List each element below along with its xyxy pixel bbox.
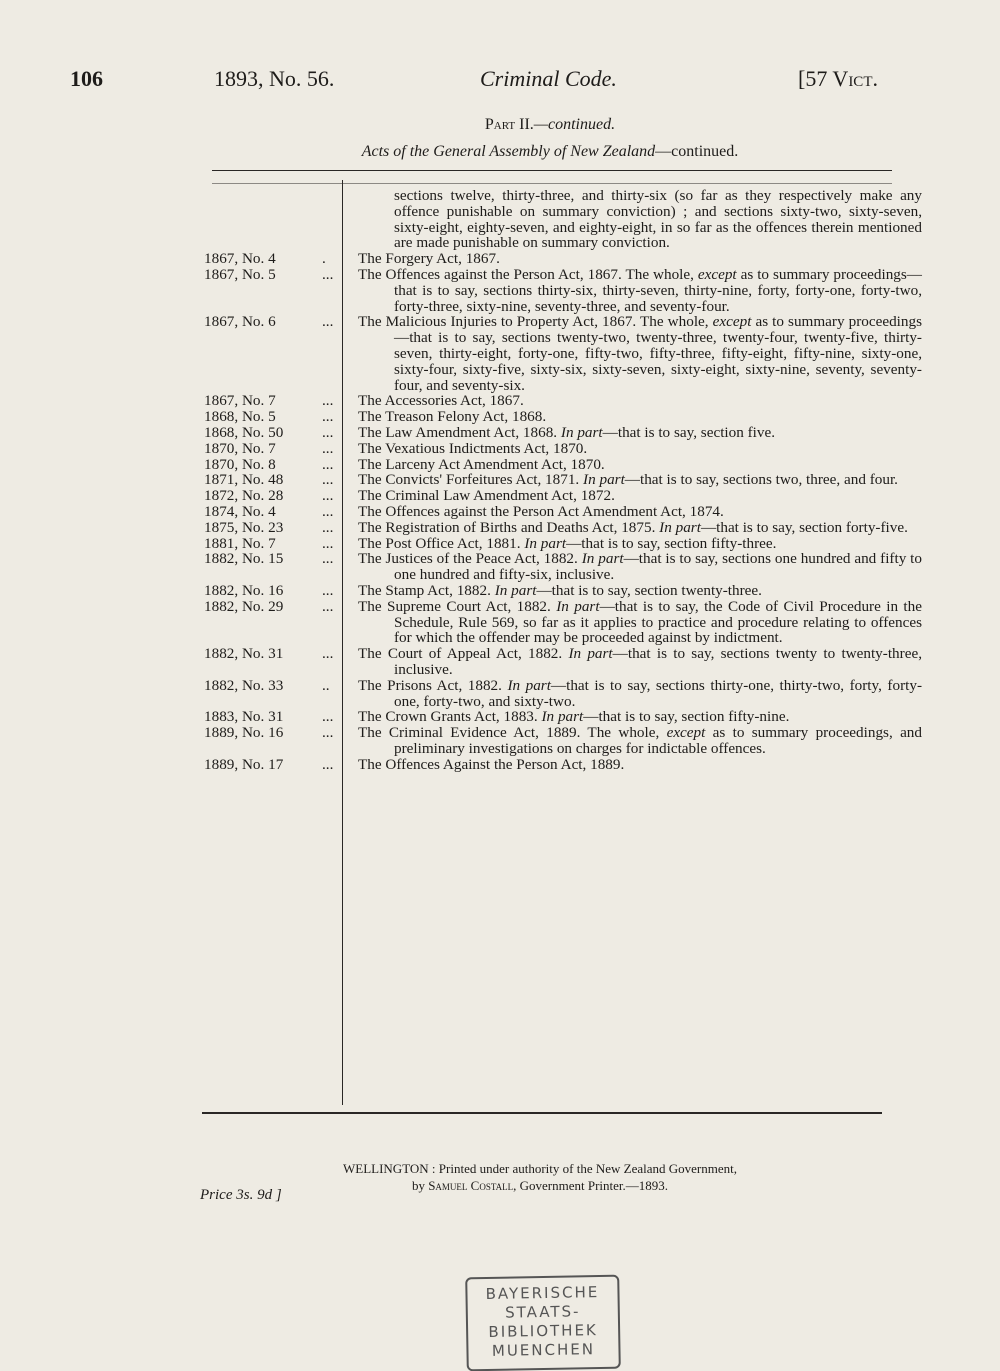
act-year-number	[204, 725, 344, 741]
table-row	[0, 599, 1000, 646]
act-year-text: 1867, No. 4	[204, 250, 276, 268]
table-row	[0, 457, 1000, 473]
continuation-text: sections twelve, thirty-three, and thirty-six (so far as they respectively make any offence punishable on summary conviction) ; and sections sixty-two, sixty-seven, sixty-eight, eighty-seven, and eighty-eight, in so far as the offences therein mentioned are made punishable on summary conviction.	[394, 187, 922, 252]
act-year-text: 1870, No. 8	[204, 455, 276, 473]
table-row	[0, 251, 1000, 267]
act-extent: —that is to say, section forty-five.	[700, 518, 908, 536]
table-row	[0, 725, 1000, 757]
act-year-text: 1889, No. 17	[204, 755, 284, 773]
act-year-number	[204, 251, 344, 267]
act-qualifier: except	[697, 265, 737, 283]
act-title: The Supreme Court Act, 1882.	[358, 597, 557, 615]
leader-dots: ...	[322, 724, 334, 742]
table-row	[0, 314, 1000, 393]
section-title: Acts of the General Assembly of New Zealand	[361, 143, 656, 160]
act-extent: —that is to say, section fifty-nine.	[583, 708, 790, 726]
act-title: The Accessories Act, 1867.	[358, 392, 524, 410]
leader-dots: ...	[322, 597, 334, 615]
leader-dots: ...	[322, 518, 334, 536]
act-extent: —that is to say, section five.	[602, 423, 776, 441]
act-year-text: 1868, No. 5	[204, 408, 276, 426]
act-title: The Crown Grants Act, 1883.	[358, 708, 542, 726]
act-extent: —that is to say, the Code of Civil Procedure in the Schedule, Rule 569, so far as it applies to practice and procedure relating to offences for which the offender may be proceeded against by indictment.	[394, 597, 922, 647]
act-year-text: 1882, No. 31	[204, 645, 284, 663]
leader-dots: ...	[322, 408, 334, 426]
act-year-text: 1867, No. 6	[204, 313, 276, 331]
act-qualifier: In part	[556, 597, 600, 615]
act-description	[358, 314, 922, 393]
act-qualifier: In part	[568, 645, 613, 663]
act-description	[358, 536, 922, 552]
imprint-prefix: by	[411, 1178, 429, 1193]
act-reference: 1893, No. 56.	[214, 66, 335, 91]
leader-dots: ...	[322, 550, 334, 568]
act-year-text: 1871, No. 48	[204, 471, 284, 489]
act-extent: —that is to say, section fifty-three.	[566, 534, 777, 552]
leader-dots: ...	[322, 502, 334, 520]
act-qualifier: In part	[581, 550, 624, 568]
leader-dots: ...	[322, 471, 334, 489]
act-title: The Criminal Law Amendment Act, 1872.	[358, 487, 615, 505]
imprint-suffix: , Government Printer.—1893.	[513, 1178, 669, 1193]
act-year-number	[204, 599, 344, 615]
act-description	[358, 551, 922, 583]
act-year-number	[204, 504, 344, 520]
act-year-text: 1881, No. 7	[204, 534, 276, 552]
act-year-number	[204, 583, 344, 599]
table-row	[0, 504, 1000, 520]
act-year-number	[204, 441, 344, 457]
table-row	[0, 409, 1000, 425]
act-year-number	[204, 393, 344, 409]
regnal-year: [57 Vict.	[798, 66, 878, 91]
act-title: The Prisons Act, 1882.	[358, 676, 508, 694]
act-extent: —that is to say, sections one hundred and fifty to one hundred and fifty-six, inclusive.	[394, 550, 922, 584]
continuation-row	[0, 188, 1000, 251]
act-qualifier: In part	[524, 534, 567, 552]
part-heading	[300, 116, 800, 134]
act-qualifier: In part	[494, 581, 537, 599]
act-title: The Justices of the Peace Act, 1882.	[358, 550, 582, 568]
act-description	[358, 520, 922, 536]
act-year-text: 1875, No. 23	[204, 518, 284, 536]
act-title: The Stamp Act, 1882.	[358, 581, 495, 599]
act-year-number	[204, 536, 344, 552]
act-year-text: 1867, No. 7	[204, 392, 276, 410]
act-description	[358, 725, 922, 757]
act-qualifier: In part	[659, 518, 701, 536]
act-year-text: 1882, No. 29	[204, 597, 284, 615]
part-label: Part II.	[484, 116, 534, 133]
leader-dots: ...	[322, 534, 334, 552]
part-continued: —continued.	[533, 116, 616, 133]
act-description	[358, 409, 922, 425]
act-year-text: 1882, No. 15	[204, 550, 284, 568]
table-row	[0, 425, 1000, 441]
act-year-number	[204, 314, 344, 330]
stamp-text-line: BIBLIOTHEK	[488, 1321, 598, 1341]
act-description	[358, 441, 922, 457]
act-year-number	[204, 757, 344, 773]
act-description	[358, 709, 922, 725]
act-title: The Criminal Evidence Act, 1889. The whole,	[358, 724, 667, 742]
page-number: 106	[70, 66, 103, 91]
library-stamp	[465, 1275, 621, 1371]
running-title: Criminal Code.	[480, 66, 617, 91]
act-year-number	[204, 425, 344, 441]
act-year-text: 1868, No. 50	[204, 423, 284, 441]
act-qualifier: In part	[583, 471, 625, 489]
act-extent: as to summary proceedings—that is to say, sections twenty-two, twenty-three, twenty-four, twenty-five, thirty-seven, thirty-eight, forty-one, fifty-two, fifty-three, fifty-eight, fifty-nine, sixty-one, sixty-four, sixty-five, sixty-six, sixty-seven, sixty-eight, sixty-nine, seventy, seventy-four, and seventy-six.	[394, 313, 922, 394]
act-description	[358, 504, 922, 520]
act-year-text: 1882, No. 16	[204, 581, 284, 599]
leader-dots: ...	[322, 439, 334, 457]
printer-name: Samuel Costall	[428, 1178, 514, 1193]
act-title: The Offences against the Person Act, 1867. The whole,	[358, 265, 698, 283]
act-description	[358, 488, 922, 504]
act-year-number	[204, 678, 344, 694]
act-title: The Vexatious Indictments Act, 1870.	[358, 439, 588, 457]
bottom-rule	[202, 1112, 882, 1114]
table-row	[0, 583, 1000, 599]
page-header	[0, 66, 1000, 96]
top-rule-secondary	[212, 183, 892, 184]
imprint-line-1: WELLINGTON : Printed under authority of the New Zealand Government,	[343, 1161, 737, 1176]
leader-dots: ...	[322, 423, 334, 441]
table-row	[0, 709, 1000, 725]
imprint-line-2	[280, 1177, 800, 1194]
act-year-text: 1883, No. 31	[204, 708, 284, 726]
act-description	[358, 599, 922, 646]
leader-dots: ...	[322, 313, 334, 331]
act-extent: —that is to say, sections two, three, and four.	[624, 471, 898, 489]
act-description	[358, 425, 922, 441]
act-description	[358, 267, 922, 314]
table-row	[0, 678, 1000, 710]
table-row	[0, 472, 1000, 488]
act-year-number	[204, 267, 344, 283]
repealed-acts-table	[0, 188, 1000, 772]
act-year-text: 1889, No. 16	[204, 724, 284, 742]
table-row	[0, 488, 1000, 504]
leader-dots: ...	[322, 581, 334, 599]
table-row	[0, 757, 1000, 773]
act-description	[358, 757, 922, 773]
leader-dots: ...	[322, 487, 334, 505]
leader-dots: .	[322, 250, 326, 268]
act-description	[358, 646, 922, 678]
table-row	[0, 646, 1000, 678]
act-title: The Post Office Act, 1881.	[358, 534, 525, 552]
leader-dots: ...	[322, 708, 334, 726]
act-extent: —that is to say, sections thirty-one, thirty-two, forty, forty-one, forty-two, and sixty-two.	[394, 676, 923, 710]
act-extent: —that is to say, section twenty-three.	[536, 581, 762, 599]
act-title: The Convicts' Forfeitures Act, 1871.	[358, 471, 584, 489]
act-description	[358, 457, 922, 473]
top-rule	[212, 170, 892, 171]
table-row	[0, 441, 1000, 457]
table-row	[0, 520, 1000, 536]
table-row	[0, 551, 1000, 583]
act-description	[358, 472, 922, 488]
section-heading	[200, 143, 900, 161]
act-year-text: 1870, No. 7	[204, 439, 276, 457]
act-title: The Court of Appeal Act, 1882.	[358, 645, 569, 663]
act-year-text: 1867, No. 5	[204, 265, 276, 283]
price: Price 3s. 9d ]	[200, 1187, 282, 1203]
section-continued: —continued.	[655, 143, 739, 160]
leader-dots: ...	[322, 755, 334, 773]
act-year-number	[204, 488, 344, 504]
table-row	[0, 536, 1000, 552]
table-row	[0, 267, 1000, 314]
act-description	[358, 251, 922, 267]
stamp-text-line: BAYERISCHE	[485, 1283, 600, 1303]
act-title: The Malicious Injuries to Property Act, 1867. The whole,	[358, 313, 713, 331]
leader-dots: ...	[322, 265, 334, 283]
act-title: The Larceny Act Amendment Act, 1870.	[358, 455, 605, 473]
leader-dots: ...	[322, 392, 334, 410]
act-year-number	[204, 646, 344, 662]
act-year-number	[204, 520, 344, 536]
act-year-number	[204, 709, 344, 725]
act-title: The Offences against the Person Act Amendment Act, 1874.	[358, 502, 724, 520]
act-title: The Law Amendment Act, 1868.	[358, 423, 561, 441]
act-description	[358, 583, 922, 599]
act-title: The Registration of Births and Deaths Act, 1875.	[358, 518, 660, 536]
act-title: The Forgery Act, 1867.	[358, 250, 500, 268]
act-extent: as to summary proceedings, and preliminary investigations on charges for indictable offences.	[394, 724, 922, 757]
act-year-text: 1874, No. 4	[204, 502, 276, 520]
act-year-number	[204, 409, 344, 425]
act-qualifier: In part	[541, 708, 584, 726]
act-description	[358, 678, 922, 710]
act-qualifier: except	[712, 313, 752, 331]
act-extent: as to summary proceedings—that is to say, sections thirty-six, thirty-seven, thirty-nine, forty, forty-one, forty-two, forty-three, sixty-nine, seventy-three, and seventy-four.	[394, 265, 922, 315]
act-title: The Offences Against the Person Act, 1889.	[358, 755, 625, 773]
act-extent: —that is to say, sections twenty to twenty-three, inclusive.	[394, 645, 922, 678]
act-description	[358, 393, 922, 409]
stamp-text-line: STAATS-	[504, 1302, 581, 1322]
act-year-number	[204, 551, 344, 567]
act-qualifier: except	[666, 724, 706, 742]
leader-dots: ...	[322, 455, 334, 473]
stamp-text-line: MUENCHEN	[491, 1340, 596, 1360]
act-qualifier: In part	[560, 423, 603, 441]
act-year-text: 1872, No. 28	[204, 487, 284, 505]
leader-dots: ...	[322, 645, 334, 663]
imprint	[280, 1160, 800, 1194]
act-title: The Treason Felony Act, 1868.	[358, 408, 547, 426]
act-year-number	[204, 457, 344, 473]
act-year-text: 1882, No. 33	[204, 676, 284, 694]
leader-dots: ..	[322, 676, 330, 694]
act-year-number	[204, 472, 344, 488]
table-row	[0, 393, 1000, 409]
act-qualifier: In part	[507, 676, 551, 694]
